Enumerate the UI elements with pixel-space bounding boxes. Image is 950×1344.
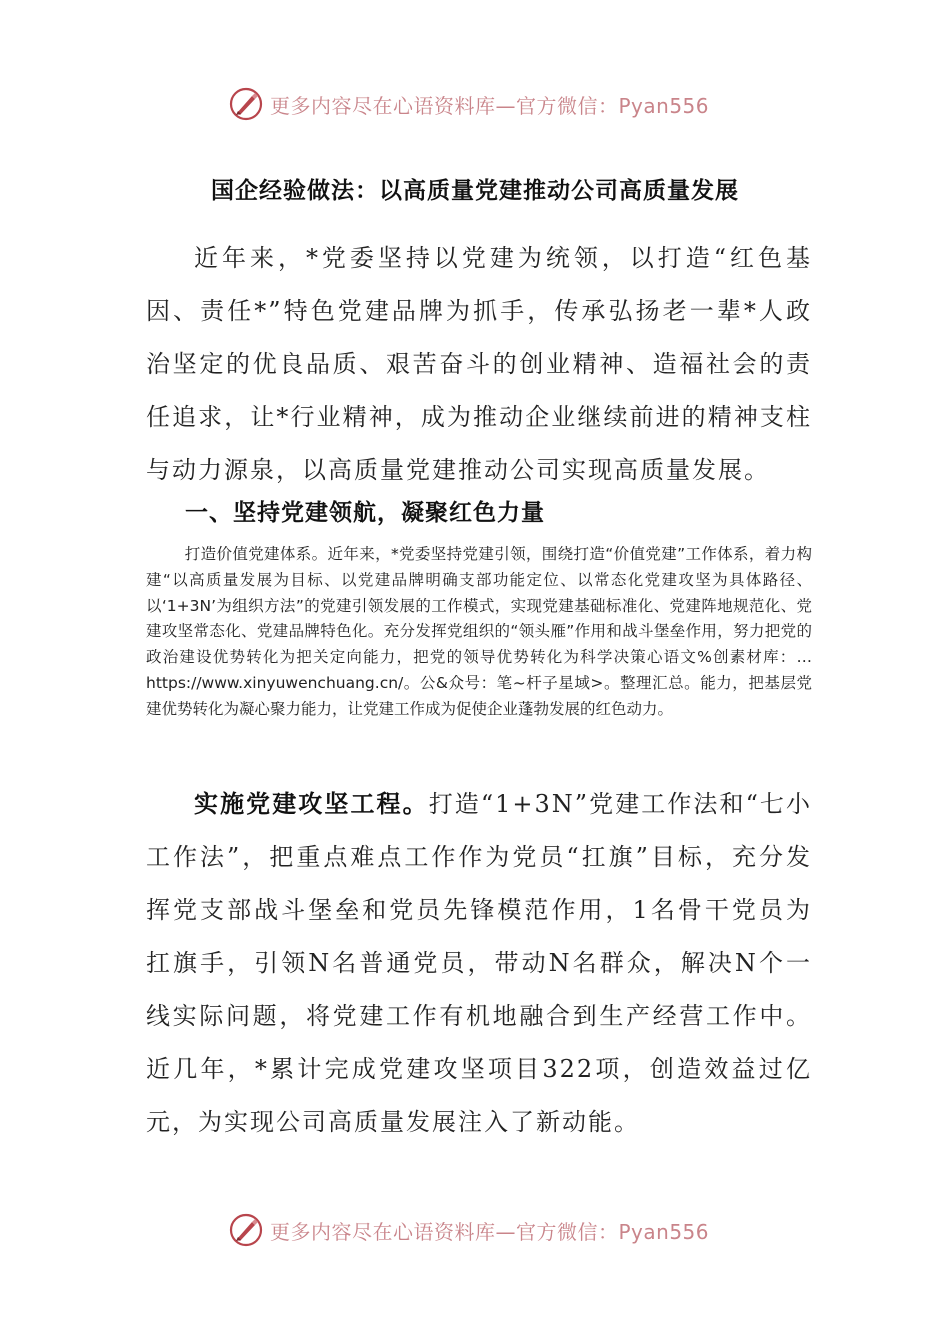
section1-paragraph: 打造价值党建体系。近年来，*党委坚持党建引领，围绕打造“价值党建”工作体系，着力构建“以高质量发展为目标、以党建品牌明确支部功能定位、以常态化党建攻坚为具体路径、以‘1+3N’为组织方法”的党建引领发展的工作模式，实现党建基础标准化、党建阵地规范化、党建攻坚常态化、党建品牌特色化。充分发挥党组织的“领头雁”作用和战斗堡垒作用，努力把党的政治建设优势转化为把关定向能力，把党的领导优势转化为科学决策心语文%创素材库：…https://www.xinyuwenchuang.cn/。公&众号：笔~杆子星域>。整理汇总。能力，把基层党建优势转化为凝心聚力能力，让党建工作成为促使企业蓬勃发展的红色动力。 bbox=[146, 545, 812, 718]
document-title: 国企经验做法：以高质量党建推动公司高质量发展 bbox=[211, 178, 739, 204]
pen-logo-icon bbox=[228, 1212, 264, 1248]
intro-paragraph: 近年来，*党委坚持以党建为统领，以打造“红色基因、责任*”特色党建品牌为抓手，传承弘扬老一辈*人政治坚定的优良品质、艰苦奋斗的创业精神、造福社会的责任追求，让*行业精神，成为推动企业继续前进的精神支柱与动力源泉，以高质量党建推动公司实现高质量发展。 bbox=[146, 244, 812, 484]
watermark-text: 更多内容尽在心语资料库—官方微信：Pyan556 bbox=[270, 1219, 710, 1244]
watermark-text: 更多内容尽在心语资料库—官方微信：Pyan556 bbox=[270, 93, 710, 118]
footer-watermark-banner bbox=[228, 1210, 709, 1250]
section-heading: 一、坚持党建领航，凝聚红色力量 bbox=[185, 500, 545, 526]
pen-logo-icon bbox=[228, 86, 264, 122]
section2-body: 打造“1+3N”党建工作法和“七小工作法”，把重点难点工作作为党员“扛旗”目标，充分发挥党支部战斗堡垒和党员先锋模范作用，1名骨干党员为扛旗手，引领N名普通党员，带动N名群众，解决N个一线实际问题，将党建工作有机地融合到生产经营工作中。近几年，*累计完成党建攻坚项目322项，创造效益过亿元，为实现公司高质量发展注入了新动能。 bbox=[146, 790, 813, 1136]
header-watermark-banner bbox=[228, 84, 709, 124]
section2-paragraph bbox=[146, 778, 812, 1149]
section2-lead: 实施党建攻坚工程。 bbox=[194, 790, 429, 818]
